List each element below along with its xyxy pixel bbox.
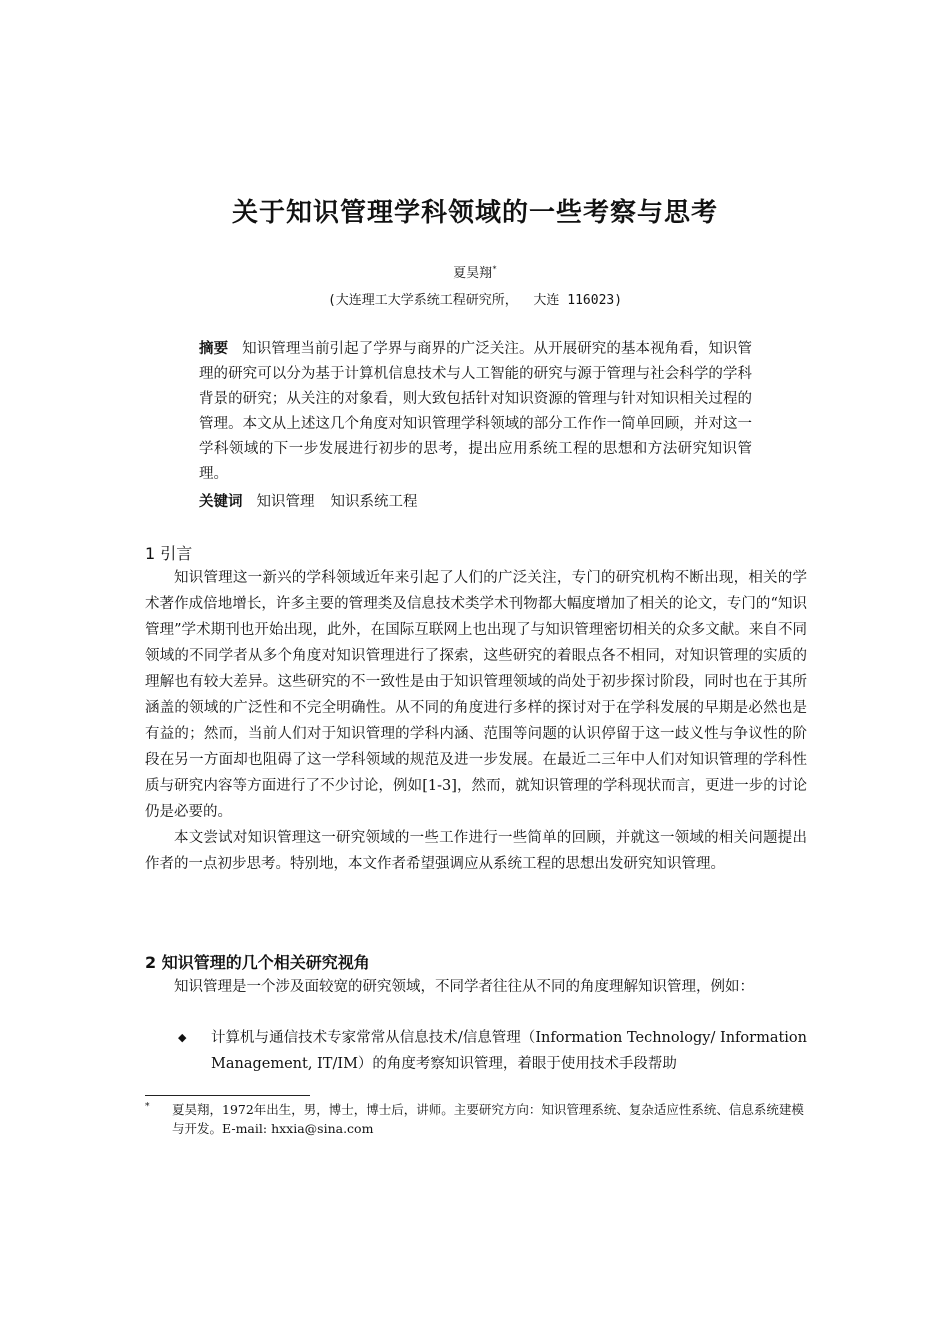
abstract-text: 知识管理当前引起了学界与商界的广泛关注。从开展研究的基本视角看，知识管理的研究可以分为基于计算机信息技术与人工智能的研究与源于管理与社会科学的学科背景的研究；从关注的对象看，则大致包括针对知识资源的管理与针对知识相关过程的管理。本文从上述这几个角度对知识管理学科领域的部分工作作一简单回顾，并对这一学科领域的下一步发展进行初步的思考，提出应用系统工程的思想和方法研究知识管理。 — [199, 341, 752, 482]
section-1-heading: 1 引言 — [145, 544, 193, 563]
section-2-heading: 2 知识管理的几个相关研究视角 — [145, 953, 370, 972]
paper-title: 关于知识管理学科领域的一些考察与思考 — [231, 198, 718, 228]
paragraph: 知识管理这一新兴的学科领域近年来引起了人们的广泛关注，专门的研究机构不断出现，相关的学术著作成倍地增长，许多主要的管理类及信息技术类学术刊物都大幅度增加了相关的论文，专门的“知识管理”学术期刊也开始出现，此外，在国际互联网上也出现了与知识管理密切相关的众多文献。来自不同领域的不同学者从多个角度对知识管理进行了探索，这些研究的着眼点各不相同，对知识管理的实质的理解也有较大差异。这些研究的不一致性是由于知识管理领域的尚处于初步探讨阶段，同时也在于其所涵盖的领域的广泛性和不完全明确性。从不同的角度进行多样的探讨对于在学科发展的早期是必然也是有益的；然而，当前人们对于知识管理的学科内涵、范围等问题的认识停留于这一歧义性与争议性的阶段在另一方面却也阻碍了这一学科领域的规范及进一步发展。在最近二三年中人们对知识管理的学科性质与研究内容等方面进行了不少讨论，例如[1-3]，然而，就知识管理的学科现状而言，更进一步的讨论仍是必要的。 — [145, 570, 807, 820]
author-footnote-mark: * — [492, 264, 497, 274]
author-line — [0, 262, 950, 281]
footnote-divider — [145, 1095, 310, 1096]
list-item-text: 计算机与通信技术专家常常从信息技术/信息管理（Information Technology/ Information Management, IT/IM）的角度考察知识管理，着眼于使用技术手段帮助 — [211, 1030, 807, 1072]
footnote-mark: * — [145, 1102, 150, 1112]
author-affiliation: (大连理工大学系统工程研究所， 大连 116023) — [327, 293, 623, 308]
section-2-intro — [145, 974, 807, 1000]
section-1-body — [145, 565, 807, 877]
keyword-item: 知识系统工程 — [330, 494, 418, 510]
abstract-label: 摘要 — [199, 341, 229, 357]
abstract — [199, 337, 752, 487]
keywords — [199, 490, 752, 515]
footnote-text: 夏昊翔，1972年出生，男，博士，博士后，讲师。主要研究方向：知识管理系统、复杂适应性系统、信息系统建模与开发。E-mail: hxxia@sina.com — [172, 1102, 804, 1136]
keyword-item: 知识管理 — [256, 494, 315, 510]
paragraph: 本文尝试对知识管理这一研究领域的一些工作进行一些简单的回顾，并就这一领域的相关问题提出作者的一点初步思考。特别地，本文作者希望强调应从系统工程的思想出发研究知识管理。 — [145, 830, 807, 872]
paragraph: 知识管理是一个涉及面较宽的研究领域，不同学者往往从不同的角度理解知识管理，例如： — [174, 979, 754, 995]
author-name: 夏昊翔 — [453, 266, 493, 281]
diamond-bullet-icon: ◆ — [178, 1031, 187, 1044]
keywords-label: 关键词 — [199, 494, 243, 510]
